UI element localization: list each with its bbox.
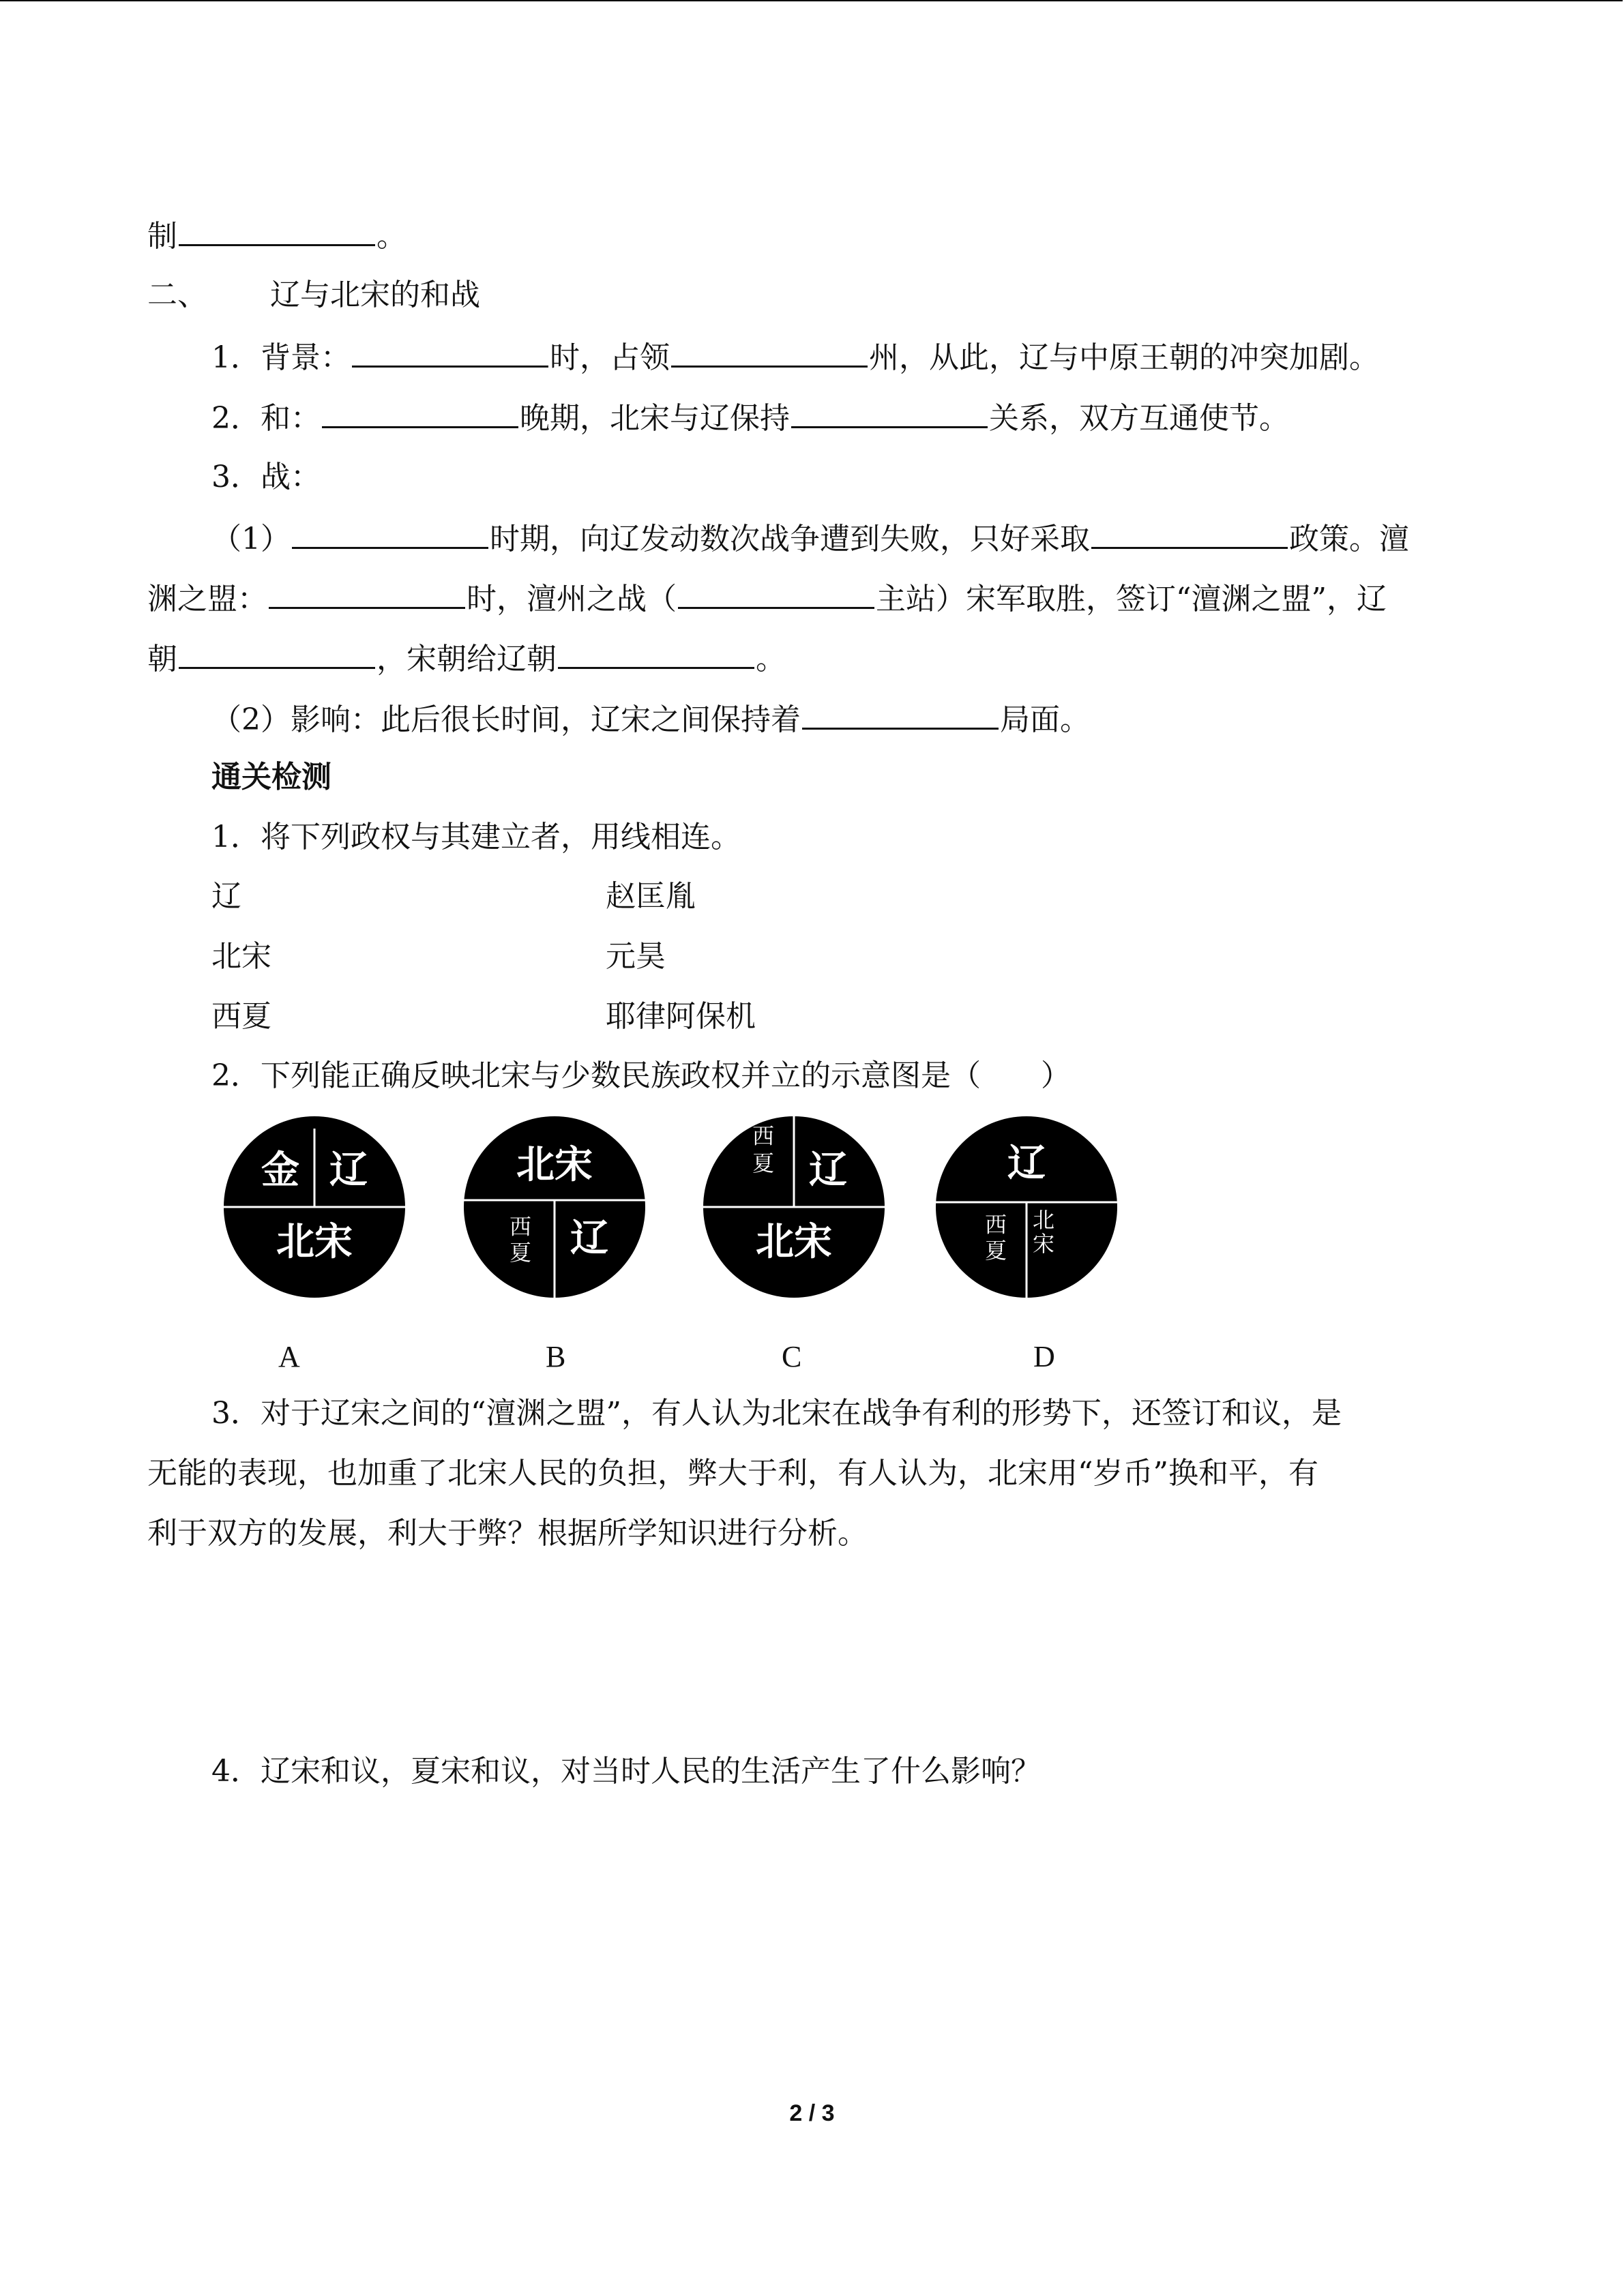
blank-field[interactable]: [1091, 517, 1288, 549]
text: 关系，双方互通使节。: [989, 401, 1289, 436]
text: 2．和：: [211, 401, 321, 436]
q1-left-item: 西夏: [211, 999, 271, 1034]
check-title: 通关检测: [211, 760, 331, 794]
page-number: 2 / 3: [789, 2100, 835, 2126]
text: 。: [377, 219, 407, 254]
q1-left-item: 辽: [211, 879, 241, 914]
text: ，宋朝给辽朝: [377, 642, 557, 676]
blank-field[interactable]: [179, 637, 375, 669]
option-b-label[interactable]: B: [546, 1340, 566, 1373]
q1-right-item: 元昊: [606, 939, 666, 974]
page-top-border: [0, 0, 1623, 1]
text: 晚期，北宋与辽保持: [520, 401, 790, 436]
blank-field[interactable]: [802, 698, 999, 730]
option-a-label[interactable]: A: [278, 1340, 300, 1373]
q1-left-item: 北宋: [211, 939, 271, 974]
label-bottom-right-1: 北: [1032, 1207, 1055, 1233]
item-war: [211, 457, 321, 498]
blank-field[interactable]: [179, 214, 375, 246]
label-top-left: 金: [261, 1148, 299, 1193]
label-bottom-left-1: 西: [509, 1214, 532, 1240]
war-point-1-line-1: [211, 517, 1409, 560]
text: 时，占领: [550, 340, 670, 375]
q1-right-item: 赵匡胤: [606, 879, 696, 914]
blank-field[interactable]: [558, 637, 754, 669]
question-3-line-1: 3．对于辽宋之间的“澶渊之盟”，有人认为北宋在战争有利的形势下，还签订和议，是: [211, 1396, 1342, 1431]
question-3-line-3: 利于双方的发展，利大于弊？根据所学知识进行分析。: [147, 1516, 868, 1551]
text: 。: [756, 642, 786, 676]
section-title: 辽与北宋的和战: [270, 278, 480, 312]
text: 渊之盟：: [147, 582, 267, 616]
text: 主站）宋军取胜，签订“澶渊之盟”，辽: [876, 582, 1387, 616]
war-point-1-line-3: [147, 637, 786, 680]
option-c-diagram[interactable]: [702, 1115, 886, 1299]
blank-field[interactable]: [292, 517, 488, 549]
war-point-2: [211, 698, 1090, 741]
blank-field[interactable]: [791, 396, 988, 428]
label-bottom-right-2: 宋: [1032, 1231, 1055, 1257]
text: 朝: [147, 642, 177, 676]
label-bottom: 北宋: [276, 1220, 353, 1264]
blank-field[interactable]: [269, 577, 465, 609]
fill-line-zhi: [147, 214, 407, 257]
item-peace: [211, 396, 1289, 439]
blank-field[interactable]: [322, 396, 518, 428]
label-bottom-left-2: 夏: [509, 1240, 532, 1266]
option-d-svg: [934, 1115, 1119, 1299]
q1-right-item: 耶律阿保机: [606, 999, 756, 1034]
option-a-diagram[interactable]: [222, 1115, 407, 1299]
option-a-svg: [222, 1115, 407, 1299]
label-bottom-left-2: 夏: [984, 1238, 1007, 1264]
question-3-line-2: 无能的表现，也加重了北宋人民的负担，弊大于利，有人认为，北宋用“岁币”换和平，有: [147, 1456, 1318, 1491]
label-top-right: 辽: [809, 1148, 847, 1193]
blank-field[interactable]: [352, 336, 548, 368]
label-top: 辽: [1007, 1142, 1046, 1186]
label-bottom-left-1: 西: [984, 1212, 1007, 1238]
text: 局面。: [1000, 702, 1090, 737]
text: 3．战：: [211, 460, 321, 494]
option-d-diagram[interactable]: [934, 1115, 1119, 1299]
text: 1．背景：: [211, 340, 351, 375]
option-b-diagram[interactable]: [462, 1115, 647, 1299]
question-1: 1．将下列政权与其建立者，用线相连。: [211, 820, 741, 854]
label-top-left-2: 夏: [752, 1150, 775, 1176]
question-4: 4．辽宋和议，夏宋和议，对当时人民的生活产生了什么影响？: [211, 1754, 1041, 1789]
label-bottom-right: 辽: [570, 1217, 608, 1261]
text: （1）: [211, 522, 291, 556]
item-background: [211, 336, 1379, 378]
label-top-right: 辽: [329, 1148, 368, 1193]
text: 州，从此，辽与中原王朝的冲突加剧。: [869, 340, 1379, 375]
label-top-left-1: 西: [752, 1123, 775, 1149]
text: （2）影响：此后很长时间，辽宋之间保持着: [211, 702, 801, 737]
question-2: 2．下列能正确反映北宋与少数民族政权并立的示意图是（ ）: [211, 1058, 1071, 1093]
option-d-label[interactable]: D: [1033, 1340, 1055, 1373]
text: 时期，向辽发动数次战争遭到失败，只好采取: [490, 522, 1090, 556]
blank-field[interactable]: [671, 336, 868, 368]
section-number: 二、: [147, 278, 207, 312]
label-bottom: 北宋: [756, 1220, 832, 1264]
option-c-svg: [702, 1115, 886, 1299]
label-top: 北宋: [516, 1143, 593, 1187]
blank-field[interactable]: [678, 577, 874, 609]
option-c-label[interactable]: C: [782, 1340, 802, 1373]
section-heading: [147, 275, 480, 316]
text: 制: [147, 219, 177, 254]
option-b-svg: [462, 1115, 647, 1299]
war-point-1-line-2: [147, 577, 1387, 620]
text: 时，澶州之战（: [467, 582, 677, 616]
text: 政策。澶: [1289, 522, 1409, 556]
